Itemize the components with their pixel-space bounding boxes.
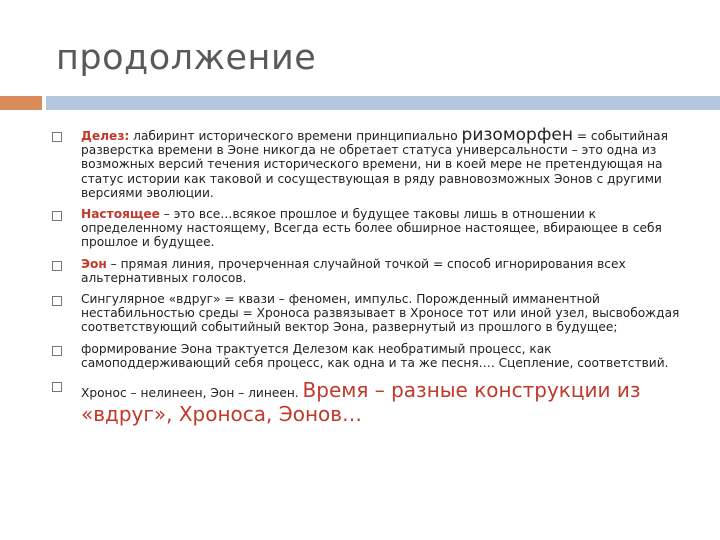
list-item: [52, 125, 692, 200]
item-text: Хронос – нелинеен, Эон – линеен.: [81, 386, 303, 401]
list-item: [52, 342, 692, 370]
square-bullet-icon: [52, 346, 62, 356]
item-text: = событийная разверстка времени в Эоне никогда не обретает статуса универсальности – это одна из возможных версий течения исторического времени, ни в коей мере не претендующая на статус истории как таковой и сосуществующая в ряду равновозможных Эонов с другими версиями эволюции.: [81, 129, 668, 200]
item-text: лабиринт исторического времени принципиально: [129, 129, 462, 143]
bullet-list: [52, 125, 692, 427]
square-bullet-icon: [52, 132, 62, 142]
slide-title: продолжение: [56, 38, 317, 78]
item-text: формирование Эона трактуется Делезом как необратимый процесс, как самоподдерживающий себя процесс, как одна и та же песня…. Сцепление, соответствий.: [81, 341, 669, 370]
accent-bar-orange: [0, 96, 42, 110]
item-emphasis: ризоморфен: [461, 125, 573, 145]
list-item: [52, 207, 692, 250]
square-bullet-icon: [52, 296, 62, 306]
item-text: – это все…всякое прошлое и будущее таковы лишь в отношении к определенному настоящему, Всегда есть более обширное настоящее, вбирающее в себя прошлое и будущее.: [81, 207, 662, 250]
list-item: [52, 292, 692, 335]
item-text: Сингулярное «вдруг» = квази – феномен, импульс. Порожденный имманентной нестабильностью среды = Хроноса развязывает в Хроносе тот или иной узел, высвобождая соответствующий событийный вектор Эона, развернутый из прошлого в будущее;: [81, 292, 680, 335]
square-bullet-icon: [52, 382, 62, 392]
accent-bar-blue: [46, 96, 720, 110]
item-text: – прямая линия, прочерченная случайной точкой = способ игнорирования всех альтернативных голосов.: [81, 256, 626, 285]
list-item: [52, 257, 692, 285]
square-bullet-icon: [52, 211, 62, 221]
list-item: [52, 378, 692, 426]
item-emphasis: Время – разные конструкции из «вдруг», Хроноса, Эонов…: [81, 378, 641, 427]
item-lead: Эон: [81, 256, 107, 271]
item-lead: Настоящее: [81, 207, 160, 222]
item-lead: Делез:: [81, 129, 130, 143]
square-bullet-icon: [52, 261, 62, 271]
